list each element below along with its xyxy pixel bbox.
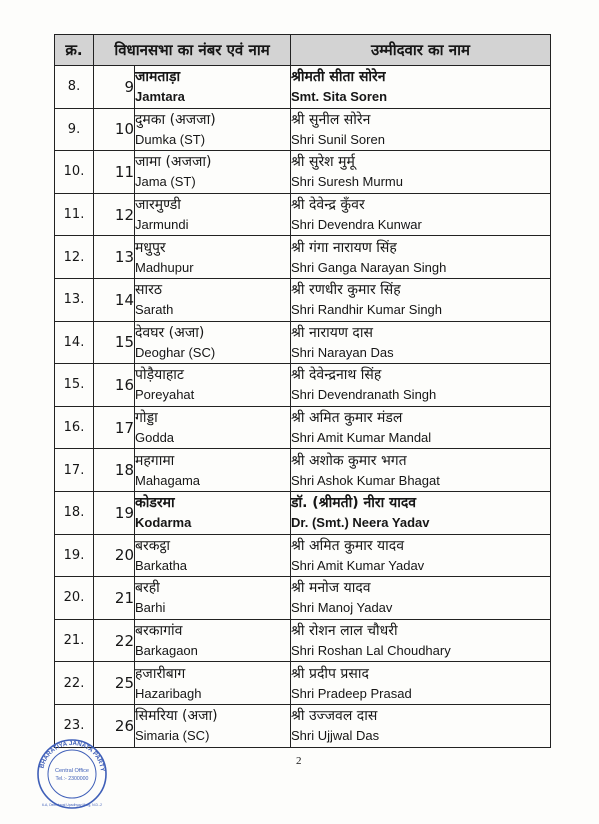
- page-number: 2: [296, 755, 302, 767]
- constituency-name-english: Deoghar (SC): [135, 344, 216, 360]
- candidate-name-english: Shri Devendranath Singh: [291, 387, 437, 403]
- header-candidate: उम्मीदवार का नाम: [291, 35, 551, 66]
- table-row: [55, 278, 551, 321]
- candidate-name-hindi: श्री गंगा नारायण सिंह: [291, 239, 397, 256]
- candidate-name-english: Shri Roshan Lal Choudhary: [291, 643, 451, 659]
- constituency-name-english: Mahagama: [135, 472, 201, 488]
- seal-inner-ring: [48, 750, 96, 798]
- table-row: [55, 662, 551, 705]
- constituency-name-hindi: देवघर (अजा): [135, 324, 205, 341]
- constituency-name-english: Barkagaon: [135, 643, 198, 659]
- constituency-name-english: Kodarma: [135, 515, 192, 531]
- constituency-name: [135, 449, 291, 492]
- constituency-number: 18: [94, 449, 135, 492]
- serial-number: 22.: [55, 662, 94, 705]
- candidate-name-english: Shri Suresh Murmu: [291, 174, 403, 190]
- serial-number: 23.: [55, 704, 94, 747]
- seal-address: 6-A, Deendayal Upadhyay Marg, N.D.-2: [42, 803, 102, 807]
- constituency-name-hindi: सारठ: [135, 282, 162, 299]
- candidate-name: [291, 364, 551, 407]
- constituency-number: 17: [94, 406, 135, 449]
- candidate-name: [291, 193, 551, 236]
- candidate-name: [291, 236, 551, 279]
- candidate-name-english: Shri Ganga Narayan Singh: [291, 259, 447, 275]
- constituency-name-english: Poreyahat: [135, 387, 195, 403]
- candidate-name-english: Dr. (Smt.) Neera Yadav: [291, 515, 430, 531]
- constituency-number: 12: [94, 193, 135, 236]
- candidate-name-english: Shri Manoj Yadav: [291, 600, 393, 616]
- candidate-name: [291, 108, 551, 151]
- constituency-number: 20: [94, 534, 135, 577]
- constituency-name-english: Hazaribagh: [135, 685, 202, 701]
- constituency-name-hindi: महगामा: [135, 452, 175, 469]
- candidate-name-hindi: श्री देवेन्द्रनाथ सिंह: [291, 367, 382, 384]
- candidate-name-hindi: डॉ. (श्रीमती) नीरा यादव: [291, 495, 417, 512]
- candidate-name-english: Shri Devendra Kunwar: [291, 217, 422, 233]
- candidate-name: [291, 534, 551, 577]
- constituency-name: [135, 236, 291, 279]
- constituency-name-hindi: दुमका (अजजा): [135, 111, 216, 128]
- candidate-name-english: Shri Ujjwal Das: [291, 728, 380, 744]
- table-row: [55, 108, 551, 151]
- serial-number: 8.: [55, 66, 94, 109]
- constituency-name: [135, 406, 291, 449]
- table-row: [55, 151, 551, 194]
- candidate-name-hindi: श्रीमती सीता सोरेन: [291, 69, 386, 86]
- candidate-name-hindi: श्री प्रदीप प्रसाद: [291, 665, 369, 682]
- candidate-name-hindi: श्री सुनील सोरेन: [291, 111, 371, 128]
- constituency-name-english: Jamtara: [135, 89, 185, 105]
- constituency-number: 9: [94, 66, 135, 109]
- constituency-name-english: Godda: [135, 430, 175, 446]
- serial-number: 13.: [55, 278, 94, 321]
- candidate-name: [291, 662, 551, 705]
- constituency-name-hindi: जामताड़ा: [135, 69, 181, 86]
- constituency-name-hindi: पोड़ैयाहाट: [135, 367, 184, 384]
- candidate-name-hindi: श्री उज्जवल दास: [291, 708, 378, 725]
- candidate-name-english: Shri Sunil Soren: [291, 131, 385, 147]
- candidate-name-english: Shri Narayan Das: [291, 344, 394, 360]
- constituency-name: [135, 491, 291, 534]
- table-row: [55, 193, 551, 236]
- serial-number: 19.: [55, 534, 94, 577]
- candidate-name-hindi: श्री अशोक कुमार भगत: [291, 452, 407, 469]
- constituency-name-english: Barhi: [135, 600, 166, 616]
- constituency-number: 14: [94, 278, 135, 321]
- header-serial: क्र.: [55, 35, 94, 66]
- constituency-name-hindi: मधुपुर: [135, 239, 166, 256]
- constituency-name-hindi: कोडरमा: [135, 495, 175, 512]
- constituency-name-hindi: बरही: [135, 580, 160, 597]
- constituency-name-english: Jama (ST): [135, 174, 196, 190]
- serial-number: 16.: [55, 406, 94, 449]
- constituency-name: [135, 193, 291, 236]
- table-row: [55, 406, 551, 449]
- constituency-name-english: Jarmundi: [135, 217, 189, 233]
- constituency-name-hindi: गोड्डा: [135, 410, 158, 427]
- table-row: [55, 491, 551, 534]
- table-header-row: [55, 35, 551, 66]
- candidate-name: [291, 151, 551, 194]
- constituency-number: 11: [94, 151, 135, 194]
- candidate-name: [291, 619, 551, 662]
- serial-number: 15.: [55, 364, 94, 407]
- table-row: [55, 321, 551, 364]
- constituency-name-english: Barkatha: [135, 557, 188, 573]
- candidate-name-hindi: श्री मनोज यादव: [291, 580, 371, 597]
- constituency-name: [135, 534, 291, 577]
- serial-number: 9.: [55, 108, 94, 151]
- seal-outer-text: BHARATIYA JANATA PARTY: [38, 739, 106, 773]
- candidate-name-english: Shri Amit Kumar Mandal: [291, 430, 432, 446]
- candidate-name-hindi: श्री रणधीर कुमार सिंह: [291, 282, 401, 299]
- candidate-name-english: Smt. Sita Soren: [291, 89, 388, 105]
- constituency-name: [135, 662, 291, 705]
- candidate-name-english: Shri Randhir Kumar Singh: [291, 302, 443, 318]
- candidate-name: [291, 406, 551, 449]
- table-row: [55, 449, 551, 492]
- constituency-name: [135, 108, 291, 151]
- constituency-number: 13: [94, 236, 135, 279]
- candidate-name: [291, 491, 551, 534]
- constituency-name: [135, 577, 291, 620]
- constituency-name-english: Sarath: [135, 302, 174, 318]
- candidate-table: [54, 34, 551, 748]
- candidate-name: [291, 66, 551, 109]
- constituency-number: 25: [94, 662, 135, 705]
- party-seal-stamp: [36, 738, 108, 810]
- constituency-name: [135, 321, 291, 364]
- table-row: [55, 577, 551, 620]
- constituency-name: [135, 151, 291, 194]
- candidate-name-english: Shri Ashok Kumar Bhagat: [291, 472, 440, 488]
- constituency-name-hindi: सिमरिया (अजा): [135, 708, 218, 725]
- candidate-name-hindi: श्री अमित कुमार यादव: [291, 537, 405, 554]
- constituency-number: 22: [94, 619, 135, 662]
- serial-number: 11.: [55, 193, 94, 236]
- constituency-number: 21: [94, 577, 135, 620]
- constituency-name: [135, 278, 291, 321]
- serial-number: 17.: [55, 449, 94, 492]
- candidate-name-hindi: श्री सुरेश मुर्मू: [291, 154, 355, 171]
- constituency-name: [135, 66, 291, 109]
- table-row: [55, 619, 551, 662]
- seal-tel: Tel.:- 2300000: [55, 776, 89, 782]
- header-constituency: विधानसभा का नंबर एवं नाम: [94, 35, 291, 66]
- candidate-name: [291, 321, 551, 364]
- candidate-name-english: Shri Pradeep Prasad: [291, 685, 412, 701]
- serial-number: 12.: [55, 236, 94, 279]
- table-row: [55, 704, 551, 747]
- candidate-name-english: Shri Amit Kumar Yadav: [291, 557, 425, 573]
- table-row: [55, 364, 551, 407]
- constituency-name-hindi: बरकागांव: [135, 623, 183, 640]
- constituency-name-hindi: बरकट्ठा: [135, 537, 170, 554]
- constituency-name-english: Simaria (SC): [135, 728, 210, 744]
- candidate-name: [291, 449, 551, 492]
- constituency-name-hindi: जामा (अजजा): [135, 154, 212, 171]
- constituency-number: 16: [94, 364, 135, 407]
- candidate-name-hindi: श्री अमित कुमार मंडल: [291, 410, 403, 427]
- serial-number: 18.: [55, 491, 94, 534]
- constituency-name: [135, 619, 291, 662]
- constituency-name-hindi: हजारीबाग: [135, 665, 186, 682]
- constituency-number: 26: [94, 704, 135, 747]
- table-row: [55, 236, 551, 279]
- serial-number: 20.: [55, 577, 94, 620]
- table-row: [55, 534, 551, 577]
- constituency-name: [135, 364, 291, 407]
- constituency-name-hindi: जारमुण्डी: [135, 197, 181, 214]
- constituency-number: 15: [94, 321, 135, 364]
- candidate-name-hindi: श्री देवेन्द्र कुँवर: [291, 197, 365, 214]
- constituency-number: 19: [94, 491, 135, 534]
- candidate-name-hindi: श्री रोशन लाल चौधरी: [291, 623, 398, 640]
- constituency-name-english: Madhupur: [135, 259, 194, 275]
- serial-number: 10.: [55, 151, 94, 194]
- serial-number: 21.: [55, 619, 94, 662]
- constituency-name: [135, 704, 291, 747]
- candidate-name: [291, 278, 551, 321]
- candidate-name: [291, 577, 551, 620]
- constituency-name-english: Dumka (ST): [135, 131, 206, 147]
- seal-office: Central Office: [54, 768, 90, 774]
- serial-number: 14.: [55, 321, 94, 364]
- candidate-name: [291, 704, 551, 747]
- table-row: [55, 66, 551, 109]
- candidate-name-hindi: श्री नारायण दास: [291, 324, 373, 341]
- constituency-number: 10: [94, 108, 135, 151]
